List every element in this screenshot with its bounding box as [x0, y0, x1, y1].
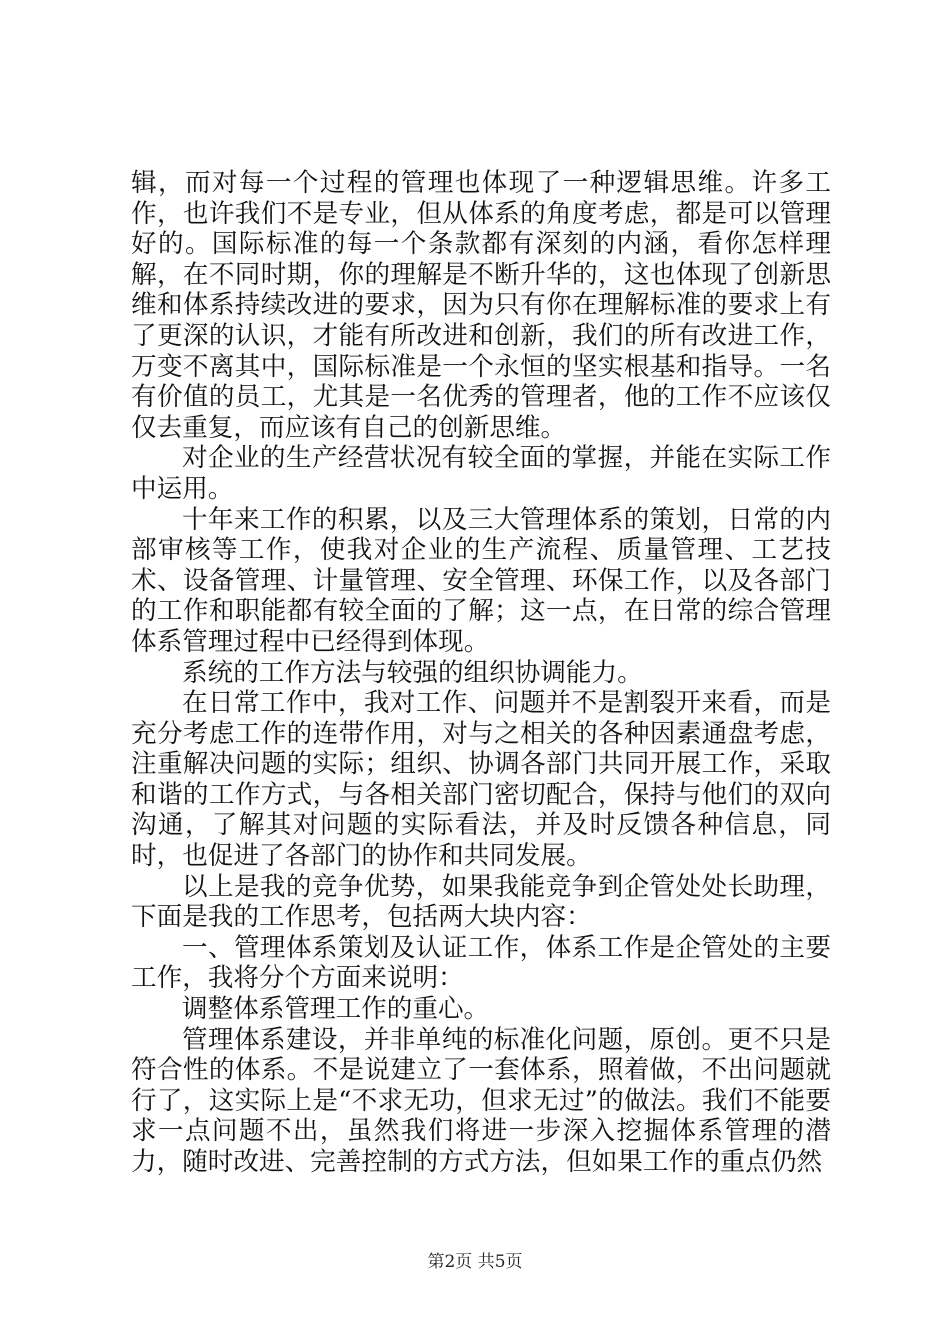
paragraph-7: 一、管理体系策划及认证工作，体系工作是企管处的主要工作，我将分个方面来说明： — [131, 932, 831, 994]
document-body — [131, 168, 831, 1178]
paragraph-2: 对企业的生产经营状况有较全面的掌握，并能在实际工作中运用。 — [131, 443, 831, 504]
paragraph-4: 系统的工作方法与较强的组织协调能力。 — [182, 657, 643, 688]
page-number-footer: 第2页 共5页 — [427, 1252, 523, 1272]
paragraph-9: 管理体系建设，并非单纯的标准化问题，原创。更不只是符合性的体系。不是说建立了一套体系，照着做，不出问题就行了，这实际上是“不求无功，但求无过”的做法。我们不能要求一点问题不出，虽然我们将进一步深入挖掘体系管理的潜力，随时改进、完善控制的方式方法，但如果工作的重点仍然 — [131, 1024, 831, 1177]
paragraph-5: 在日常工作中，我对工作、问题并不是割裂开来看，而是充分考虑工作的连带作用，对与之相关的各种因素通盘考虑，注重解决问题的实际；组织、协调各部门共同开展工作，采取和谐的工作方式，与各相关部门密切配合，保持与他们的双向沟通，了解其对问题的实际看法，并及时反馈各种信息，同时，也促进了各部门的协作和共同发展。 — [131, 688, 831, 872]
paragraph-6: 以上是我的竞争优势，如果我能竞争到企管处处长助理，下面是我的工作思考，包括两大块内容： — [131, 871, 831, 933]
paragraph-1: 辑，而对每一个过程的管理也体现了一种逻辑思维。许多工作，也许我们不是专业，但从体系的角度考虑，都是可以管理好的。国际标准的每一个条款都有深刻的内涵，看你怎样理解，在不同时期，你的理解是不断升华的，这也体现了创新思维和体系持续改进的要求，因为只有你在理解标准的要求上有了更深的认识，才能有所改进和创新，我们的所有改进工作，万变不离其中，国际标准是一个永恒的坚实根基和指导。一名有价值的员工，尤其是一名优秀的管理者，他的工作不应该仅仅去重复，而应该有自己的创新思维。 — [131, 168, 831, 443]
paragraph-3: 十年来工作的积累，以及三大管理体系的策划，日常的内部审核等工作，使我对企业的生产流程、质量管理、工艺技术、设备管理、计量管理、安全管理、环保工作，以及各部门的工作和职能都有较全面的了解；这一点，在日常的综合管理体系管理过程中已经得到体现。 — [131, 504, 831, 657]
paragraph-8: 调整体系管理工作的重心。 — [182, 994, 490, 1025]
